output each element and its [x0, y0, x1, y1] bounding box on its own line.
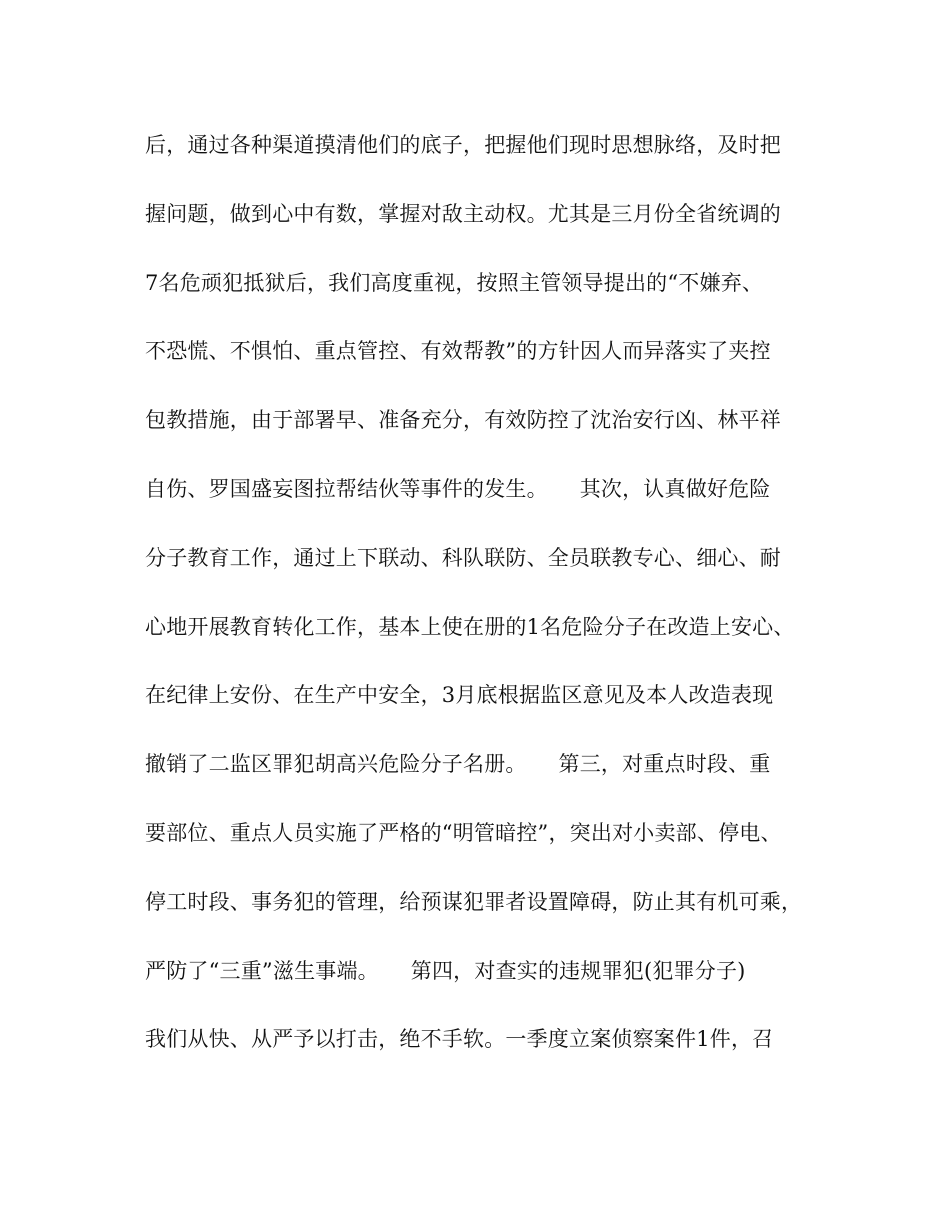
text-line: 握问题，做到心中有数，掌握对敌主动权。尤其是三月份全省统调的: [145, 201, 781, 226]
text-line: 在纪律上安份、在生产中安全，3月底根据监区意见及本人改造表现: [145, 683, 774, 708]
text-line: 要部位、重点人员实施了严格的“明管暗控”，突出对小卖部、停电、: [145, 820, 782, 845]
text-line: 自伤、罗国盛妄图拉帮结伙等事件的发生。 其次，认真做好危险: [145, 476, 771, 501]
text-line: 心地开展教育转化工作，基本上使在册的1名危险分子在改造上安心、: [145, 614, 795, 639]
text-line: 严防了“三重”滋生事端。 第四，对查实的违规罪犯(犯罪分子): [145, 958, 746, 983]
text-line: 停工时段、事务犯的管理，给预谋犯罪者设置障碍，防止其有机可乘，: [145, 889, 803, 914]
text-line: 撤销了二监区罪犯胡高兴危险分子名册。 第三，对重点时段、重: [145, 752, 771, 777]
text-line: 我们从快、从严予以打击，绝不手软。一季度立案侦察案件1件，召: [145, 1027, 774, 1052]
text-line: 分子教育工作，通过上下联动、科队联防、全员联教专心、细心、耐: [145, 545, 781, 570]
text-line: 不恐慌、不惧怕、重点管控、有效帮教”的方针因人而异落实了夹控: [145, 339, 771, 364]
text-line: 7名危顽犯抵狱后，我们高度重视，按照主管领导提出的“不嫌弃、: [145, 270, 764, 295]
text-line: 后，通过各种渠道摸清他们的底子，把握他们现时思想脉络，及时把: [145, 133, 781, 157]
document-body: [145, 122, 845, 1085]
text-line: 包教措施，由于部署早、准备充分，有效防控了沈治安行凶、林平祥: [145, 408, 781, 433]
